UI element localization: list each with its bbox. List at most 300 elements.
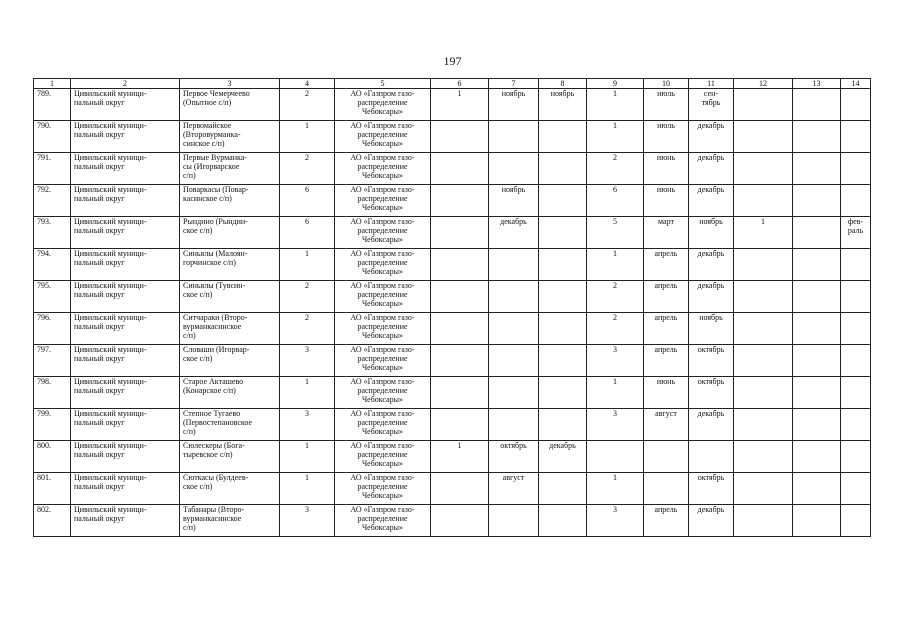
organization-cell-text: АО «Газпром газо- распределение Чебоксары» (350, 345, 415, 373)
col8-cell (539, 409, 587, 441)
count-cell (280, 409, 335, 441)
col10-cell (644, 217, 689, 249)
col14-cell (841, 121, 871, 153)
table-body (34, 89, 871, 537)
table-row (34, 313, 871, 345)
col6-cell (431, 217, 489, 249)
col10-cell-text: апрель (654, 505, 678, 514)
col11-cell (689, 409, 734, 441)
col11-cell-text: ноябрь (699, 313, 723, 322)
settlement-cell-text: Первое Чемерчеево (Опытное с/п) (183, 89, 250, 108)
row-number (34, 345, 71, 377)
organization-cell-text: АО «Газпром газо- распределение Чебоксары» (350, 441, 415, 469)
col7-cell (489, 89, 539, 121)
col6-cell (431, 377, 489, 409)
district-cell (71, 473, 180, 505)
col11-cell-text: сен- тябрь (701, 89, 721, 108)
row-number (34, 441, 71, 473)
count-cell (280, 377, 335, 409)
organization-cell (335, 505, 431, 537)
organization-cell (335, 473, 431, 505)
district-cell-text: Цивильский муници- пальный округ (74, 153, 147, 172)
col6-cell-text: 1 (457, 441, 462, 450)
col6-cell (431, 313, 489, 345)
col9-cell (587, 313, 644, 345)
row-number-text: 802. (37, 505, 51, 514)
settlement-cell (180, 473, 280, 505)
organization-cell-text: АО «Газпром газо- распределение Чебоксары» (350, 313, 415, 341)
col12-cell (734, 249, 793, 281)
settlement-cell-text: Словаши (Игорвар- ское с/п) (183, 345, 250, 364)
col9-cell (587, 121, 644, 153)
settlement-cell (180, 249, 280, 281)
row-number-text: 789. (37, 89, 51, 98)
organization-cell (335, 89, 431, 121)
col11-cell (689, 345, 734, 377)
settlement-cell-text: Ситчараки (Второ- вурманкасинское с/п) (183, 313, 248, 341)
col11-cell (689, 473, 734, 505)
column-header: 11 (689, 79, 734, 89)
district-cell (71, 505, 180, 537)
settlement-cell (180, 217, 280, 249)
col9-cell-text: 3 (613, 409, 617, 418)
col13-cell (793, 185, 841, 217)
col10-cell-text: август (655, 409, 677, 418)
col14-cell (841, 153, 871, 185)
col9-cell (587, 89, 644, 121)
count-cell (280, 281, 335, 313)
row-number (34, 281, 71, 313)
col10-cell (644, 313, 689, 345)
col11-cell (689, 89, 734, 121)
column-header: 2 (71, 79, 180, 89)
col12-cell (734, 505, 793, 537)
col11-cell-text: декабрь (697, 153, 725, 162)
settlement-cell (180, 121, 280, 153)
district-cell (71, 281, 180, 313)
col11-cell (689, 249, 734, 281)
col8-cell (539, 281, 587, 313)
count-cell-text: 1 (305, 249, 309, 258)
col12-cell (734, 185, 793, 217)
settlement-cell-text: Сюткасы (Булдеев- ское с/п) (183, 473, 249, 492)
col11-cell-text: декабрь (697, 185, 725, 194)
col9-cell (587, 409, 644, 441)
col13-cell (793, 313, 841, 345)
col10-cell (644, 377, 689, 409)
count-cell-text: 1 (305, 377, 309, 386)
settlement-cell-text: Степное Тугаево (Первостепановское с/п) (183, 409, 253, 437)
col11-cell-text: октябрь (697, 345, 725, 354)
row-number (34, 249, 71, 281)
col11-cell (689, 505, 734, 537)
count-cell-text: 1 (305, 441, 309, 450)
row-number-text: 790. (37, 121, 51, 130)
col10-cell-text: июнь (656, 185, 676, 194)
col7-cell (489, 505, 539, 537)
col13-cell (793, 121, 841, 153)
col7-cell (489, 441, 539, 473)
settlement-cell (180, 281, 280, 313)
organization-cell-text: АО «Газпром газо- распределение Чебоксары» (350, 281, 415, 309)
count-cell (280, 89, 335, 121)
col14-cell (841, 377, 871, 409)
col8-cell (539, 121, 587, 153)
col12-cell (734, 281, 793, 313)
district-cell (71, 313, 180, 345)
district-cell (71, 89, 180, 121)
col6-cell (431, 441, 489, 473)
col8-cell (539, 345, 587, 377)
settlement-cell-text: Старое Акташево (Конарское с/п) (183, 377, 244, 396)
col10-cell (644, 281, 689, 313)
col10-cell-text: июнь (656, 153, 676, 162)
col8-cell-text: ноябрь (550, 89, 575, 98)
col6-cell (431, 345, 489, 377)
col12-cell (734, 409, 793, 441)
table-row (34, 409, 871, 441)
table-row (34, 345, 871, 377)
count-cell (280, 249, 335, 281)
count-cell (280, 345, 335, 377)
district-cell-text: Цивильский муници- пальный округ (74, 505, 147, 524)
col12-cell (734, 313, 793, 345)
col11-cell-text: октябрь (697, 377, 725, 386)
district-cell (71, 217, 180, 249)
col11-cell (689, 377, 734, 409)
col7-cell-text: август (502, 473, 525, 482)
col9-cell-text: 1 (613, 249, 617, 258)
district-cell (71, 345, 180, 377)
col8-cell (539, 505, 587, 537)
row-number (34, 473, 71, 505)
count-cell-text: 1 (305, 121, 309, 130)
col6-cell (431, 249, 489, 281)
col10-cell-text: июль (657, 121, 675, 130)
col11-cell-text: декабрь (697, 121, 725, 130)
organization-cell-text: АО «Газпром газо- распределение Чебоксары» (350, 217, 415, 245)
col10-cell (644, 89, 689, 121)
col9-cell (587, 217, 644, 249)
count-cell (280, 121, 335, 153)
count-cell (280, 473, 335, 505)
organization-cell (335, 377, 431, 409)
column-header: 3 (180, 79, 280, 89)
col10-cell-text: апрель (654, 345, 678, 354)
col12-cell-text: 1 (761, 217, 765, 226)
column-header: 8 (539, 79, 587, 89)
col12-cell (734, 89, 793, 121)
row-number-text: 792. (37, 185, 51, 194)
col12-cell (734, 217, 793, 249)
col7-cell (489, 281, 539, 313)
col11-cell-text: декабрь (697, 281, 725, 290)
organization-cell-text: АО «Газпром газо- распределение Чебоксары» (350, 121, 415, 149)
column-header: 6 (431, 79, 489, 89)
col6-cell (431, 473, 489, 505)
col8-cell (539, 441, 587, 473)
row-number-text: 791. (37, 153, 51, 162)
col6-cell (431, 153, 489, 185)
settlement-cell (180, 505, 280, 537)
table-row (34, 281, 871, 313)
col8-cell (539, 313, 587, 345)
district-cell (71, 153, 180, 185)
col11-cell-text: ноябрь (699, 217, 723, 226)
col13-cell (793, 281, 841, 313)
organization-cell (335, 313, 431, 345)
settlement-cell (180, 89, 280, 121)
district-cell-text: Цивильский муници- пальный округ (74, 121, 147, 140)
organization-cell-text: АО «Газпром газо- распределение Чебоксары» (350, 249, 415, 277)
col8-cell (539, 217, 587, 249)
col9-cell-text: 3 (613, 345, 617, 354)
row-number (34, 377, 71, 409)
column-header: 1 (34, 79, 71, 89)
count-cell (280, 505, 335, 537)
col13-cell (793, 441, 841, 473)
col10-cell (644, 345, 689, 377)
organization-cell (335, 121, 431, 153)
district-cell (71, 377, 180, 409)
col7-cell-text: ноябрь (501, 185, 526, 194)
row-number-text: 794. (37, 249, 51, 258)
col7-cell (489, 377, 539, 409)
settlement-cell-text: Первые Вурманка- сы (Игорварское с/п) (183, 153, 247, 181)
count-cell (280, 153, 335, 185)
row-number (34, 153, 71, 185)
col12-cell (734, 441, 793, 473)
col11-cell (689, 313, 734, 345)
col12-cell (734, 153, 793, 185)
col12-cell (734, 345, 793, 377)
col10-cell-text: июнь (656, 377, 676, 386)
col13-cell (793, 345, 841, 377)
count-cell-text: 2 (305, 153, 309, 162)
row-number (34, 505, 71, 537)
col11-cell (689, 185, 734, 217)
column-header: 7 (489, 79, 539, 89)
col7-cell (489, 185, 539, 217)
col6-cell (431, 89, 489, 121)
column-header: 4 (280, 79, 335, 89)
col13-cell (793, 505, 841, 537)
col12-cell (734, 121, 793, 153)
col9-cell (587, 249, 644, 281)
col10-cell (644, 473, 689, 505)
col8-cell (539, 89, 587, 121)
organization-cell (335, 153, 431, 185)
district-cell-text: Цивильский муници- пальный округ (74, 377, 147, 396)
col14-cell (841, 249, 871, 281)
col7-cell (489, 217, 539, 249)
row-number (34, 217, 71, 249)
count-cell-text: 3 (305, 505, 309, 514)
col10-cell (644, 409, 689, 441)
row-number-text: 799. (37, 409, 51, 418)
district-cell-text: Цивильский муници- пальный округ (74, 281, 147, 300)
table-row (34, 217, 871, 249)
col9-cell (587, 185, 644, 217)
district-cell-text: Цивильский муници- пальный округ (74, 473, 147, 492)
district-cell-text: Цивильский муници- пальный округ (74, 217, 147, 236)
table-row (34, 185, 871, 217)
settlement-cell (180, 409, 280, 441)
col10-cell-text: июль (657, 89, 675, 98)
col11-cell (689, 441, 734, 473)
row-number-text: 793. (37, 217, 51, 226)
col10-cell-text: апрель (654, 249, 678, 258)
col14-cell (841, 217, 871, 249)
col11-cell (689, 281, 734, 313)
col7-cell-text: ноябрь (501, 89, 526, 98)
row-number-text: 797. (37, 345, 51, 354)
row-number (34, 409, 71, 441)
col9-cell-text: 2 (613, 153, 617, 162)
column-header: 9 (587, 79, 644, 89)
count-cell-text: 2 (305, 281, 309, 290)
col10-cell-text: апрель (654, 313, 678, 322)
row-number (34, 121, 71, 153)
col9-cell (587, 377, 644, 409)
district-cell-text: Цивильский муници- пальный округ (74, 89, 147, 108)
settlement-cell-text: Поваркасы (Повар- касинское с/п) (183, 185, 249, 204)
count-cell (280, 441, 335, 473)
organization-cell (335, 185, 431, 217)
col7-cell-text: октябрь (500, 441, 527, 450)
col14-cell (841, 345, 871, 377)
district-cell-text: Цивильский муници- пальный округ (74, 249, 147, 268)
settlement-cell (180, 377, 280, 409)
column-header: 13 (793, 79, 841, 89)
organization-cell-text: АО «Газпром газо- распределение Чебоксары» (350, 185, 415, 213)
settlement-cell-text: Синьялы (Тувсин- ское с/п) (183, 281, 246, 300)
settlement-cell-text: Синьялы (Малоян- горчинское с/п) (183, 249, 248, 268)
col7-cell (489, 473, 539, 505)
organization-cell-text: АО «Газпром газо- распределение Чебоксары» (350, 473, 415, 501)
organization-cell-text: АО «Газпром газо- распределение Чебоксары» (350, 377, 415, 405)
organization-cell (335, 441, 431, 473)
organization-cell-text: АО «Газпром газо- распределение Чебоксары» (350, 89, 415, 117)
district-cell (71, 121, 180, 153)
row-number-text: 796. (37, 313, 51, 322)
col7-cell (489, 345, 539, 377)
col11-cell (689, 153, 734, 185)
organization-cell (335, 345, 431, 377)
organization-cell (335, 249, 431, 281)
count-cell (280, 217, 335, 249)
settlement-cell-text: Первомайское (Второвурманка- синское с/п) (183, 121, 241, 149)
organization-cell (335, 217, 431, 249)
table-row (34, 377, 871, 409)
district-cell-text: Цивильский муници- пальный округ (74, 345, 147, 364)
count-cell (280, 185, 335, 217)
col14-cell (841, 441, 871, 473)
col11-cell-text: декабрь (697, 409, 725, 418)
col10-cell (644, 121, 689, 153)
col13-cell (793, 89, 841, 121)
col11-cell (689, 121, 734, 153)
col7-cell (489, 409, 539, 441)
col9-cell-text: 6 (613, 185, 617, 194)
col9-cell (587, 473, 644, 505)
row-number-text: 795. (37, 281, 51, 290)
district-cell (71, 249, 180, 281)
organization-cell (335, 281, 431, 313)
settlement-cell-text: Табанары (Второ- вурманкасинское с/п) (183, 505, 245, 533)
col14-cell (841, 185, 871, 217)
col10-cell-text: март (658, 217, 674, 226)
row-number (34, 89, 71, 121)
settlement-cell (180, 185, 280, 217)
count-cell (280, 313, 335, 345)
column-header: 5 (335, 79, 431, 89)
settlement-cell (180, 345, 280, 377)
col10-cell (644, 249, 689, 281)
table-row (34, 505, 871, 537)
col11-cell-text: декабрь (697, 505, 725, 514)
col6-cell (431, 409, 489, 441)
col10-cell (644, 505, 689, 537)
schedule-table (33, 78, 871, 537)
col10-cell (644, 441, 689, 473)
col13-cell (793, 153, 841, 185)
col11-cell-text: октябрь (697, 473, 725, 482)
col13-cell (793, 409, 841, 441)
col8-cell (539, 153, 587, 185)
col14-cell (841, 313, 871, 345)
col8-cell (539, 377, 587, 409)
table-row (34, 473, 871, 505)
page-number: 197 (443, 54, 462, 68)
col14-cell (841, 409, 871, 441)
col12-cell (734, 473, 793, 505)
col8-cell-text: декабрь (549, 441, 576, 450)
col13-cell (793, 473, 841, 505)
column-header: 10 (644, 79, 689, 89)
col9-cell (587, 441, 644, 473)
settlement-cell (180, 153, 280, 185)
col9-cell-text: 3 (613, 505, 617, 514)
col12-cell (734, 377, 793, 409)
count-cell-text: 3 (305, 345, 309, 354)
col10-cell-text: апрель (654, 281, 678, 290)
col13-cell (793, 377, 841, 409)
column-header: 12 (734, 79, 793, 89)
settlement-cell (180, 313, 280, 345)
col14-cell-text: фев- раль (847, 217, 864, 236)
col14-cell (841, 281, 871, 313)
col11-cell (689, 217, 734, 249)
row-number (34, 185, 71, 217)
district-cell-text: Цивильский муници- пальный округ (74, 313, 147, 332)
count-cell-text: 1 (305, 473, 309, 482)
settlement-cell (180, 441, 280, 473)
col14-cell (841, 505, 871, 537)
row-number-text: 801. (37, 473, 51, 482)
col9-cell (587, 153, 644, 185)
district-cell (71, 441, 180, 473)
table-row (34, 153, 871, 185)
col6-cell (431, 281, 489, 313)
district-cell (71, 185, 180, 217)
organization-cell-text: АО «Газпром газо- распределение Чебоксары» (350, 409, 415, 437)
settlement-cell-text: Сюлескеры (Бога- тыревское с/п) (183, 441, 245, 460)
district-cell (71, 409, 180, 441)
table-row (34, 121, 871, 153)
organization-cell-text: АО «Газпром газо- распределение Чебоксары» (350, 153, 415, 181)
col7-cell (489, 121, 539, 153)
